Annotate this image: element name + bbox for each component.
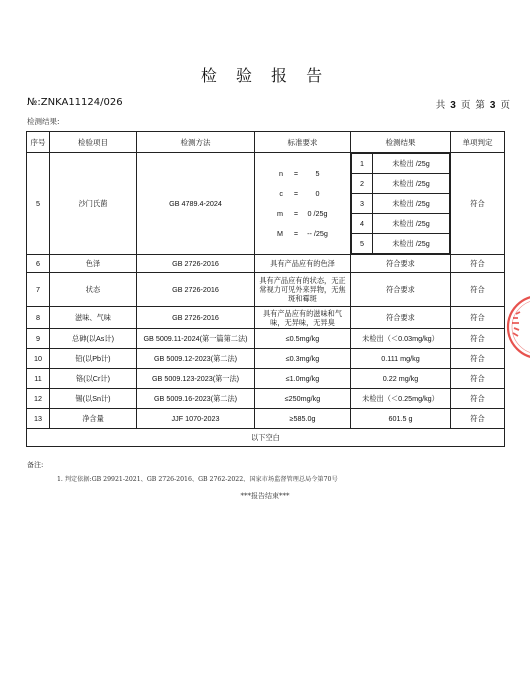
cell-verdict: 符合 — [451, 329, 505, 349]
sub-result-index: 1 — [352, 154, 373, 174]
cell-method: GB 5009.11-2024(第一篇第二法) — [137, 329, 255, 349]
table-row — [27, 153, 505, 255]
report-number: №:ZNKA11124/026 — [27, 97, 123, 108]
cell-standard: ≤0.3mg/kg — [255, 349, 351, 369]
header-item: 检验项目 — [50, 132, 137, 153]
sub-result-value: 未检出 /25g — [373, 154, 450, 174]
cell-method: GB 5009.123-2023(第一法) — [137, 369, 255, 389]
cell-method: GB 4789.4-2024 — [137, 153, 255, 255]
total-pages: 3 — [450, 100, 457, 111]
std-line — [255, 164, 350, 184]
cell-result: 符合要求 — [351, 255, 451, 273]
seal-stamp-icon — [504, 292, 530, 362]
cell-no: 13 — [27, 409, 50, 429]
cell-verdict: 符合 — [451, 389, 505, 409]
std-value: -- /25g — [307, 229, 328, 238]
table-row — [27, 369, 505, 389]
header-result: 检测结果 — [351, 132, 451, 153]
page-count-mid: 页 第 — [456, 100, 490, 111]
cell-no: 8 — [27, 307, 50, 329]
table-row — [27, 255, 505, 273]
cell-method: GB 2726-2016 — [137, 255, 255, 273]
std-symbol: m — [277, 209, 283, 218]
cell-verdict: 符合 — [451, 255, 505, 273]
cell-item: 总砷(以As计) — [50, 329, 137, 349]
cell-sub-results — [351, 153, 451, 255]
sub-result-row — [352, 234, 450, 254]
sub-result-row — [352, 214, 450, 234]
cell-standard: 具有产品应有的色泽 — [255, 255, 351, 273]
cell-result: 符合要求 — [351, 273, 451, 307]
cell-standard: ≥585.0g — [255, 409, 351, 429]
table-row — [27, 273, 505, 307]
cell-verdict: 符合 — [451, 273, 505, 307]
cell-method: GB 2726-2016 — [137, 307, 255, 329]
cell-method: GB 2726-2016 — [137, 273, 255, 307]
cell-verdict: 符合 — [451, 369, 505, 389]
page-count — [436, 97, 511, 111]
cell-no: 7 — [27, 273, 50, 307]
table-row — [27, 307, 505, 329]
cell-no: 6 — [27, 255, 50, 273]
report-end-mark: ***报告结束*** — [240, 492, 290, 500]
sub-result-value: 未检出 /25g — [373, 174, 450, 194]
std-equals: = — [293, 209, 299, 218]
std-value: 0 — [315, 189, 320, 198]
cell-no: 11 — [27, 369, 50, 389]
header-no: 序号 — [27, 132, 50, 153]
blank-note: 以下空白 — [27, 429, 505, 447]
std-symbol: M — [277, 229, 283, 238]
sub-results-table — [351, 153, 450, 254]
table-row — [27, 389, 505, 409]
cell-method: GB 5009.12-2023(第二法) — [137, 349, 255, 369]
cell-standard: 具有产品应有的滋味和气味，无异味，无异臭 — [255, 307, 351, 329]
header-verdict: 单项判定 — [451, 132, 505, 153]
page-count-suffix: 页 — [496, 100, 511, 111]
cell-method: JJF 1070-2023 — [137, 409, 255, 429]
std-line — [255, 184, 350, 204]
sub-result-value: 未检出 /25g — [373, 194, 450, 214]
cell-standard: 具有产品应有的状态，无正常视力可见外来异物，无焦斑和霉斑 — [255, 273, 351, 307]
cell-standard: ≤250mg/kg — [255, 389, 351, 409]
sub-result-index: 2 — [352, 174, 373, 194]
header-standard: 标准要求 — [255, 132, 351, 153]
std-value: 5 — [315, 169, 320, 178]
header-method: 检测方法 — [137, 132, 255, 153]
table-row — [27, 349, 505, 369]
cell-verdict: 符合 — [451, 153, 505, 255]
blank-note-row — [27, 429, 505, 447]
cell-no: 10 — [27, 349, 50, 369]
cell-verdict: 符合 — [451, 409, 505, 429]
std-value: 0 /25g — [307, 209, 328, 218]
std-symbol: c — [279, 189, 283, 198]
cell-result: 0.111 mg/kg — [351, 349, 451, 369]
result-label: 检测结果: — [27, 117, 60, 126]
cell-method: GB 5009.16-2023(第二法) — [137, 389, 255, 409]
cell-item: 净含量 — [50, 409, 137, 429]
sub-result-index: 3 — [352, 194, 373, 214]
cell-standard: ≤0.5mg/kg — [255, 329, 351, 349]
cell-result: 符合要求 — [351, 307, 451, 329]
sub-result-value: 未检出 /25g — [373, 214, 450, 234]
cell-item: 滋味、气味 — [50, 307, 137, 329]
cell-item: 色泽 — [50, 255, 137, 273]
page-title: 检 验 报 告 — [200, 66, 330, 85]
sub-result-value: 未检出 /25g — [373, 234, 450, 254]
cell-result: 未检出（＜0.25mg/kg） — [351, 389, 451, 409]
sub-result-index: 4 — [352, 214, 373, 234]
cell-no: 9 — [27, 329, 50, 349]
cell-result: 0.22 mg/kg — [351, 369, 451, 389]
std-equals: = — [293, 189, 299, 198]
std-equals: = — [293, 229, 299, 238]
std-symbol: n — [279, 169, 283, 178]
cell-result: 未检出（＜0.03mg/kg） — [351, 329, 451, 349]
cell-no: 12 — [27, 389, 50, 409]
std-equals: = — [293, 169, 299, 178]
cell-standard-sampling-plan — [255, 153, 351, 255]
page-count-prefix: 共 — [435, 100, 451, 111]
std-line — [255, 204, 350, 224]
table-row — [27, 329, 505, 349]
cell-verdict: 符合 — [451, 307, 505, 329]
cell-no: 5 — [27, 153, 50, 255]
cell-item: 锡(以Sn计) — [50, 389, 137, 409]
sub-result-row — [352, 174, 450, 194]
cell-item: 状态 — [50, 273, 137, 307]
cell-standard: ≤1.0mg/kg — [255, 369, 351, 389]
table-row — [27, 409, 505, 429]
cell-item: 铬(以Cr计) — [50, 369, 137, 389]
results-table — [26, 131, 505, 447]
sub-result-row — [352, 154, 450, 174]
cell-result: 601.5 g — [351, 409, 451, 429]
notes-text: 1. 判定依据:GB 29921-2021、GB 2726-2016、GB 2762-2022、国家市场监督管理总局令第70号 — [57, 476, 338, 483]
cell-item: 沙门氏菌 — [50, 153, 137, 255]
cell-verdict: 符合 — [451, 349, 505, 369]
table-header-row — [27, 132, 505, 153]
current-page: 3 — [489, 100, 497, 111]
sub-result-row — [352, 194, 450, 214]
cell-item: 铅(以Pb计) — [50, 349, 137, 369]
sub-result-index: 5 — [352, 234, 373, 254]
std-line — [255, 224, 350, 244]
notes-label: 备注: — [27, 461, 44, 469]
